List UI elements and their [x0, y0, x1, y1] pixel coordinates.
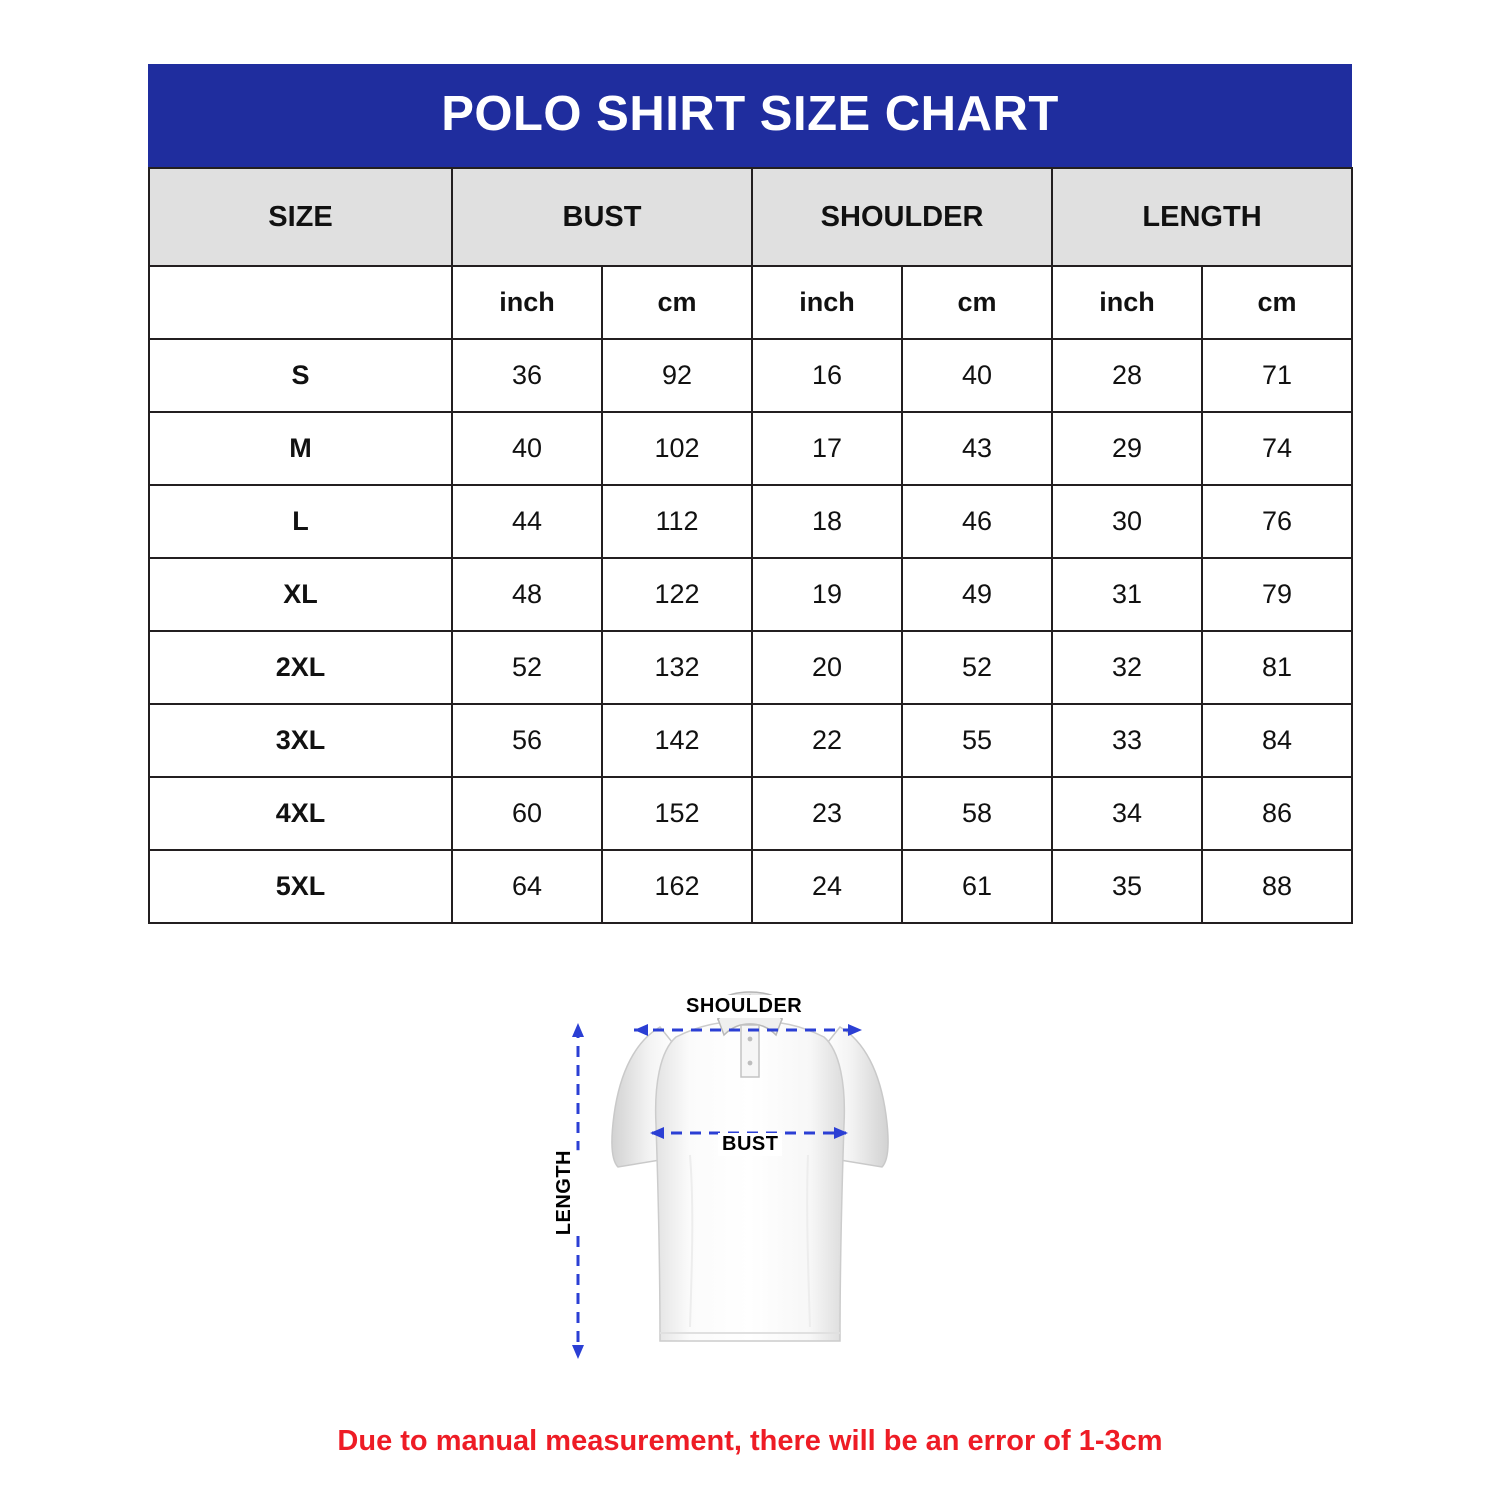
column-header-length: LENGTH — [1052, 168, 1352, 266]
length-arrow-bottom — [572, 1345, 584, 1359]
cell-length-inch: 31 — [1052, 558, 1202, 631]
cell-size: M — [149, 412, 452, 485]
cell-length-inch: 29 — [1052, 412, 1202, 485]
cell-shoulder-inch: 22 — [752, 704, 902, 777]
cell-shoulder-inch: 20 — [752, 631, 902, 704]
cell-shoulder-inch: 17 — [752, 412, 902, 485]
cell-shoulder-cm: 49 — [902, 558, 1052, 631]
cell-length-cm: 81 — [1202, 631, 1352, 704]
bust-label: BUST — [718, 1133, 782, 1156]
page-title: POLO SHIRT SIZE CHART — [148, 64, 1352, 167]
cell-shoulder-cm: 61 — [902, 850, 1052, 923]
cell-length-inch: 30 — [1052, 485, 1202, 558]
table-row — [149, 558, 1352, 631]
cell-shoulder-cm: 55 — [902, 704, 1052, 777]
cell-bust-cm: 132 — [602, 631, 752, 704]
bust-arrow-right — [834, 1127, 848, 1139]
cell-length-cm: 76 — [1202, 485, 1352, 558]
cell-bust-cm: 152 — [602, 777, 752, 850]
size-chart — [148, 64, 1352, 924]
cell-length-cm: 74 — [1202, 412, 1352, 485]
cell-length-cm: 86 — [1202, 777, 1352, 850]
table-unit-row — [149, 266, 1352, 339]
cell-size: XL — [149, 558, 452, 631]
cell-bust-inch: 44 — [452, 485, 602, 558]
table-row — [149, 704, 1352, 777]
cell-size: 5XL — [149, 850, 452, 923]
cell-bust-cm: 92 — [602, 339, 752, 412]
cell-bust-cm: 102 — [602, 412, 752, 485]
column-header-size: SIZE — [149, 168, 452, 266]
cell-size: 2XL — [149, 631, 452, 704]
cell-shoulder-cm: 52 — [902, 631, 1052, 704]
cell-shoulder-inch: 16 — [752, 339, 902, 412]
length-label: LENGTH — [549, 1150, 580, 1235]
table-row — [149, 631, 1352, 704]
table-row — [149, 485, 1352, 558]
cell-bust-inch: 52 — [452, 631, 602, 704]
cell-size: 4XL — [149, 777, 452, 850]
cell-shoulder-cm: 40 — [902, 339, 1052, 412]
size-chart-table — [148, 167, 1353, 924]
length-arrow-top — [572, 1023, 584, 1037]
table-header-row — [149, 168, 1352, 266]
unit-cell-shoulder-cm: cm — [902, 266, 1052, 339]
cell-length-inch: 33 — [1052, 704, 1202, 777]
cell-bust-inch: 56 — [452, 704, 602, 777]
cell-size: L — [149, 485, 452, 558]
cell-length-cm: 79 — [1202, 558, 1352, 631]
measurement-diagram — [0, 955, 1500, 1425]
cell-shoulder-inch: 19 — [752, 558, 902, 631]
shoulder-arrow-left — [634, 1024, 648, 1036]
cell-shoulder-inch: 18 — [752, 485, 902, 558]
unit-cell-blank — [149, 266, 452, 339]
bust-arrow-left — [650, 1127, 664, 1139]
shoulder-arrow-right — [848, 1024, 862, 1036]
cell-bust-cm: 122 — [602, 558, 752, 631]
cell-bust-cm: 112 — [602, 485, 752, 558]
measurement-note: Due to manual measurement, there will be an error of 1-3cm — [337, 1425, 1163, 1457]
table-row — [149, 339, 1352, 412]
table-row — [149, 777, 1352, 850]
column-header-bust: BUST — [452, 168, 752, 266]
unit-cell-shoulder-inch: inch — [752, 266, 902, 339]
cell-length-inch: 35 — [1052, 850, 1202, 923]
cell-bust-inch: 36 — [452, 339, 602, 412]
cell-shoulder-inch: 24 — [752, 850, 902, 923]
cell-length-inch: 28 — [1052, 339, 1202, 412]
unit-cell-length-inch: inch — [1052, 266, 1202, 339]
table-row — [149, 850, 1352, 923]
unit-cell-length-cm: cm — [1202, 266, 1352, 339]
unit-cell-bust-cm: cm — [602, 266, 752, 339]
cell-length-cm: 84 — [1202, 704, 1352, 777]
cell-shoulder-cm: 58 — [902, 777, 1052, 850]
cell-size: S — [149, 339, 452, 412]
shoulder-label: SHOULDER — [682, 995, 806, 1018]
cell-size: 3XL — [149, 704, 452, 777]
cell-length-inch: 32 — [1052, 631, 1202, 704]
cell-shoulder-cm: 46 — [902, 485, 1052, 558]
cell-length-cm: 71 — [1202, 339, 1352, 412]
cell-bust-inch: 60 — [452, 777, 602, 850]
unit-cell-bust-inch: inch — [452, 266, 602, 339]
cell-shoulder-inch: 23 — [752, 777, 902, 850]
cell-length-inch: 34 — [1052, 777, 1202, 850]
column-header-shoulder: SHOULDER — [752, 168, 1052, 266]
cell-shoulder-cm: 43 — [902, 412, 1052, 485]
cell-bust-cm: 142 — [602, 704, 752, 777]
cell-bust-cm: 162 — [602, 850, 752, 923]
cell-length-cm: 88 — [1202, 850, 1352, 923]
cell-bust-inch: 64 — [452, 850, 602, 923]
cell-bust-inch: 40 — [452, 412, 602, 485]
table-row — [149, 412, 1352, 485]
cell-bust-inch: 48 — [452, 558, 602, 631]
measurement-guides — [0, 955, 1500, 1425]
